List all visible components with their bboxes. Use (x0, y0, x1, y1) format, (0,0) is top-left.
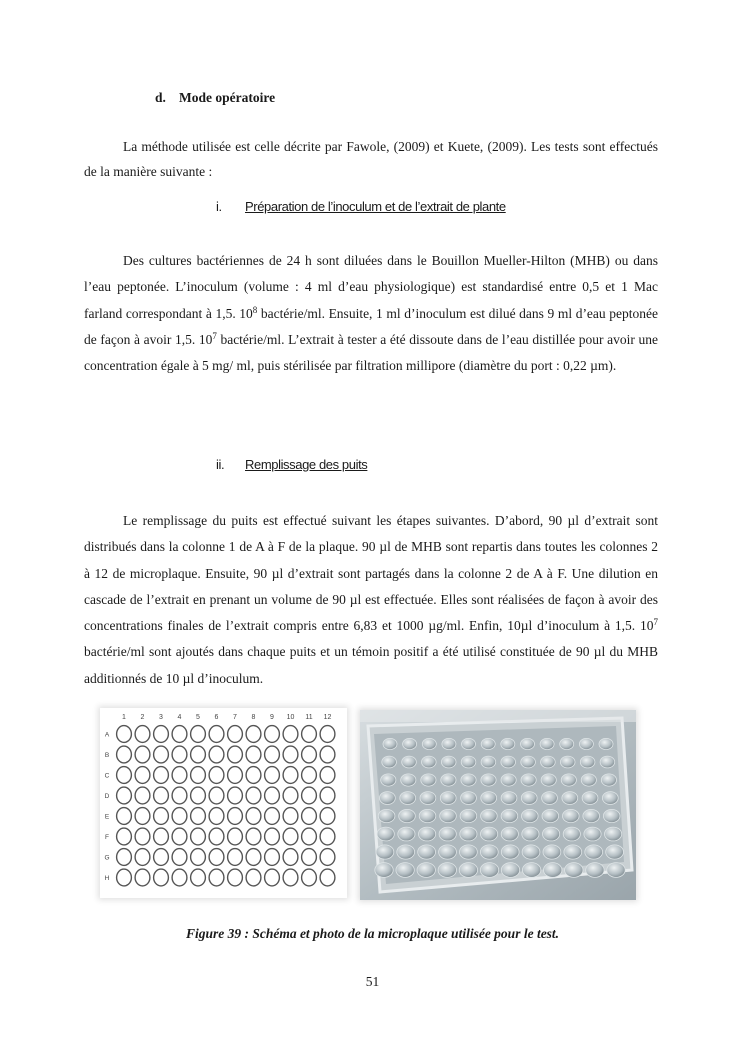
photo-well (522, 845, 540, 859)
well-circle (191, 808, 206, 825)
photo-well (579, 738, 593, 749)
well-circle (246, 828, 261, 845)
photo-well (501, 774, 516, 786)
photo-well (481, 809, 498, 822)
section-heading (155, 90, 275, 106)
photo-well (440, 792, 456, 805)
well-circle (228, 828, 243, 845)
photo-well (481, 756, 496, 768)
well-circle (302, 808, 317, 825)
well-circle (135, 746, 150, 763)
well-circle (228, 726, 243, 743)
photo-well (561, 774, 576, 786)
preparation-paragraph (84, 248, 658, 379)
section-title: Mode opératoire (179, 90, 276, 105)
row-label: E (104, 813, 110, 821)
text-run: Des cultures bactériennes de 24 h sont diluées dans le Bouillon Mueller-Hilton (MHB) ou dans l’eau peptonée. L’inoculum (volume : 4 ml d’eau physiologique) est standardisé entre 0,5 et 1 Mac farland correspondant à 1,5. 10 (84, 253, 658, 321)
well-circle (320, 869, 335, 886)
well-circle (283, 767, 298, 784)
page-number: 51 (365, 974, 380, 989)
well-circle (302, 869, 317, 886)
photo-well (382, 756, 397, 768)
photo-well (441, 774, 456, 786)
well-circle (209, 746, 224, 763)
photo-well (584, 827, 601, 841)
well-circle (302, 787, 317, 804)
well-circle (283, 726, 298, 743)
well-circle (209, 849, 224, 866)
well-circle (154, 767, 169, 784)
well-circle (228, 787, 243, 804)
well-circle (117, 808, 132, 825)
well-circle (154, 828, 169, 845)
well-circle (265, 787, 280, 804)
photo-well (421, 774, 436, 786)
well-circle (228, 869, 243, 886)
photo-well (461, 774, 476, 786)
photo-well (563, 809, 580, 822)
well-circle (302, 849, 317, 866)
well-circle (320, 767, 335, 784)
well-circle (265, 849, 280, 866)
column-label: 3 (159, 714, 163, 721)
well-circle (283, 828, 298, 845)
well-circle (117, 726, 132, 743)
column-label: 2 (140, 714, 145, 721)
photo-well (480, 863, 498, 878)
photo-well (418, 845, 436, 859)
photo-well (419, 809, 436, 822)
photo-well (501, 809, 518, 822)
well-circle (246, 808, 261, 825)
well-circle (209, 828, 224, 845)
well-circle (209, 787, 224, 804)
well-circle (172, 746, 187, 763)
photo-well (399, 809, 416, 822)
photo-well (601, 774, 616, 786)
photo-well (586, 863, 604, 878)
well-circle (117, 767, 132, 784)
photo-well (540, 738, 554, 749)
column-label: 4 (177, 714, 182, 721)
photo-well (461, 792, 477, 805)
well-circle (320, 828, 335, 845)
well-circle (228, 767, 243, 784)
column-label: 9 (270, 714, 274, 721)
photo-well (542, 809, 559, 822)
photo-well (522, 863, 540, 878)
well-circle (209, 726, 224, 743)
well-circle (172, 726, 187, 743)
well-circle (154, 849, 169, 866)
photo-well (417, 863, 435, 878)
well-circle (154, 746, 169, 763)
photo-well (521, 792, 537, 805)
row-label: D (104, 793, 110, 800)
microplate-photo (360, 710, 636, 900)
photo-well (583, 809, 600, 822)
column-label: 10 (286, 714, 295, 721)
photo-well (541, 756, 556, 768)
well-circle (117, 869, 132, 886)
photo-well (460, 845, 478, 859)
photo-well (501, 863, 519, 878)
well-circle (320, 808, 335, 825)
photo-well (439, 845, 457, 859)
photo-well (580, 756, 595, 768)
well-circle (135, 849, 150, 866)
row-label: G (104, 854, 110, 862)
well-circle (265, 726, 280, 743)
well-circle (154, 726, 169, 743)
photo-well (380, 792, 396, 805)
photo-well (501, 845, 519, 859)
photo-well (562, 792, 578, 805)
photo-well (381, 774, 396, 786)
well-circle (117, 849, 132, 866)
well-circle (135, 787, 150, 804)
well-circle (265, 869, 280, 886)
well-circle (283, 787, 298, 804)
photo-well (565, 863, 583, 878)
photo-well (560, 738, 574, 749)
text-run: bactérie/ml. L’extrait à tester a été dissoute dans de l’eau distillée pour avoir une concentration égale à 5 mg/ ml, puis stérilisée par filtration millipore (diamètre du port : 0,22 µm). (84, 331, 659, 374)
well-circle (246, 726, 261, 743)
well-circle (265, 746, 280, 763)
well-circle (302, 767, 317, 784)
well-circle (246, 787, 261, 804)
well-circle (209, 869, 224, 886)
well-circle (302, 746, 317, 763)
column-label: 12 (323, 714, 332, 721)
photo-well (563, 827, 580, 841)
photo-well (375, 863, 393, 878)
photo-well (607, 863, 625, 878)
photo-well (521, 756, 536, 768)
photo-well (398, 827, 415, 841)
column-label: 11 (305, 714, 313, 721)
photo-well (602, 792, 618, 805)
photo-well (419, 827, 436, 841)
photo-well (600, 756, 615, 768)
well-circle (135, 808, 150, 825)
well-circle (246, 767, 261, 784)
photo-well (541, 774, 556, 786)
well-circle (172, 808, 187, 825)
intro-paragraph (84, 134, 658, 184)
photo-well (603, 809, 620, 822)
well-circle (117, 787, 132, 804)
photo-well (376, 845, 394, 859)
photo-well (481, 774, 496, 786)
photo-well (420, 792, 436, 805)
well-circle (246, 849, 261, 866)
well-circle (228, 849, 243, 866)
photo-well (441, 756, 456, 768)
well-circle (135, 726, 150, 743)
well-circle (172, 869, 187, 886)
well-circle (117, 828, 132, 845)
well-circle (320, 726, 335, 743)
photo-well (442, 738, 456, 749)
well-circle (228, 746, 243, 763)
well-circle (283, 808, 298, 825)
photo-well (401, 774, 416, 786)
exponent: 7 (653, 617, 658, 628)
well-circle (135, 828, 150, 845)
well-circle (209, 767, 224, 784)
photo-well (402, 756, 417, 768)
photo-well (422, 756, 437, 768)
exponent: 8 (252, 304, 258, 315)
photo-well (522, 827, 539, 841)
photo-well (439, 827, 456, 841)
photo-well (542, 792, 558, 805)
intro-text: La méthode utilisée est celle décrite par Fawole, (2009) et Kuete, (2009). Les tests sont effectués de la manière suivante : (84, 139, 658, 179)
photo-well (378, 809, 395, 822)
photo-well (438, 863, 456, 878)
photo-well (543, 827, 560, 841)
row-label: F (105, 834, 109, 841)
well-circle (191, 849, 206, 866)
photo-well (522, 809, 539, 822)
well-circle (191, 869, 206, 886)
well-circle (172, 767, 187, 784)
photo-well (440, 809, 457, 822)
column-label: 6 (214, 714, 219, 721)
well-circle (154, 808, 169, 825)
well-circle (283, 869, 298, 886)
column-label: 8 (251, 714, 256, 721)
paragraph-text (84, 248, 658, 379)
exponent: 7 (212, 330, 217, 341)
well-circle (302, 828, 317, 845)
photo-well (400, 792, 416, 805)
photo-well (606, 845, 624, 859)
well-circle (228, 808, 243, 825)
well-circle (209, 808, 224, 825)
well-circle (320, 746, 335, 763)
well-circle (283, 746, 298, 763)
well-circle (246, 869, 261, 886)
photo-well (582, 792, 598, 805)
well-circle (172, 849, 187, 866)
photo-well (403, 738, 417, 749)
text-run: Le remplissage du puits est effectué suivant les étapes suivantes. D’abord, 90 µl d’extrait sont distribués dans la colonne 1 de A à F de la plaque. 90 µl de MHB sont repartis dans toutes les colonnes 2 à 12 de microplaque. Ensuite, 90 µl d’extrait sont partagés dans la colonne 2 de A à F. Une dilution en cascade de l’extrait en prenant un volume de 90 µl est effectuée. Elles sont réalisées de façon à avoir des concentrations finales de l’extrait compris entre 6,83 et 1000 µg/ml. Enfin, 10µl d’inoculum à 1,5. 10 (84, 513, 658, 634)
photo-well (396, 863, 414, 878)
well-circle (191, 787, 206, 804)
row-label: A (104, 731, 110, 739)
well-circle (265, 828, 280, 845)
photo-well (383, 738, 397, 749)
well-circle (265, 808, 280, 825)
subsection-title: Préparation de l’inoculum et de l’extrait de plante (245, 199, 506, 214)
well-circle (265, 767, 280, 784)
photo-well (560, 756, 575, 768)
well-circle (117, 746, 132, 763)
text-run: bactérie/ml sont ajoutés dans chaque puits et un témoin positif a été utilisé constituée de 90 µl du MHB additionnés de 10 µl d’inoculum. (84, 644, 658, 686)
column-label: 1 (122, 714, 126, 721)
photo-well (461, 756, 476, 768)
photo-well (480, 845, 498, 859)
well-circle (283, 849, 298, 866)
photo-well (544, 863, 562, 878)
photo-well (605, 827, 622, 841)
figure-caption: Figure 39 : Schéma et photo de la microplaque utilisée pour le test. (185, 926, 560, 941)
well-circle (154, 869, 169, 886)
column-label: 5 (196, 714, 200, 721)
well-circle (172, 787, 187, 804)
photo-well (422, 738, 436, 749)
well-circle (135, 767, 150, 784)
photo-well (459, 863, 477, 878)
photo-well (599, 738, 613, 749)
photo-well (462, 738, 476, 749)
well-circle (320, 849, 335, 866)
well-circle (191, 828, 206, 845)
well-circle (172, 828, 187, 845)
subsection-title: Remplissage des puits (245, 457, 368, 472)
photo-well (481, 738, 495, 749)
subsection-numeral: i. (216, 199, 222, 214)
photo-well (501, 756, 516, 768)
well-circle (191, 746, 206, 763)
well-circle (320, 787, 335, 804)
photo-well (585, 845, 603, 859)
microplate-schema-figure (100, 708, 347, 898)
well-circle (246, 746, 261, 763)
photo-well (543, 845, 561, 859)
well-circle (135, 869, 150, 886)
row-label: H (104, 875, 110, 882)
photo-well (377, 827, 394, 841)
well-circle (191, 726, 206, 743)
photo-well (460, 809, 477, 822)
photo-well (481, 827, 498, 841)
photo-well (481, 792, 497, 805)
paragraph-text (84, 508, 658, 692)
microplate-photo-illustration (360, 710, 636, 900)
photo-well (501, 827, 518, 841)
photo-well (564, 845, 582, 859)
photo-well (501, 738, 515, 749)
photo-well (397, 845, 415, 859)
row-label: B (104, 752, 110, 759)
photo-well (521, 774, 536, 786)
photo-well (521, 738, 535, 749)
filling-paragraph (84, 508, 658, 692)
text-run: bactérie/ml. Ensuite, 1 ml d’inoculum est dilué dans 9 ml d’eau peptonée de façon à avoir 1,5. 10 (84, 305, 658, 347)
well-circle (191, 767, 206, 784)
photo-well (501, 792, 517, 805)
microplate-schema (100, 708, 347, 898)
column-label: 7 (233, 714, 237, 721)
section-number: d. (155, 90, 166, 105)
well-circle (302, 726, 317, 743)
well-circle (154, 787, 169, 804)
photo-well (581, 774, 596, 786)
row-label: C (104, 772, 110, 780)
photo-well (460, 827, 477, 841)
subsection-numeral: ii. (216, 457, 225, 472)
